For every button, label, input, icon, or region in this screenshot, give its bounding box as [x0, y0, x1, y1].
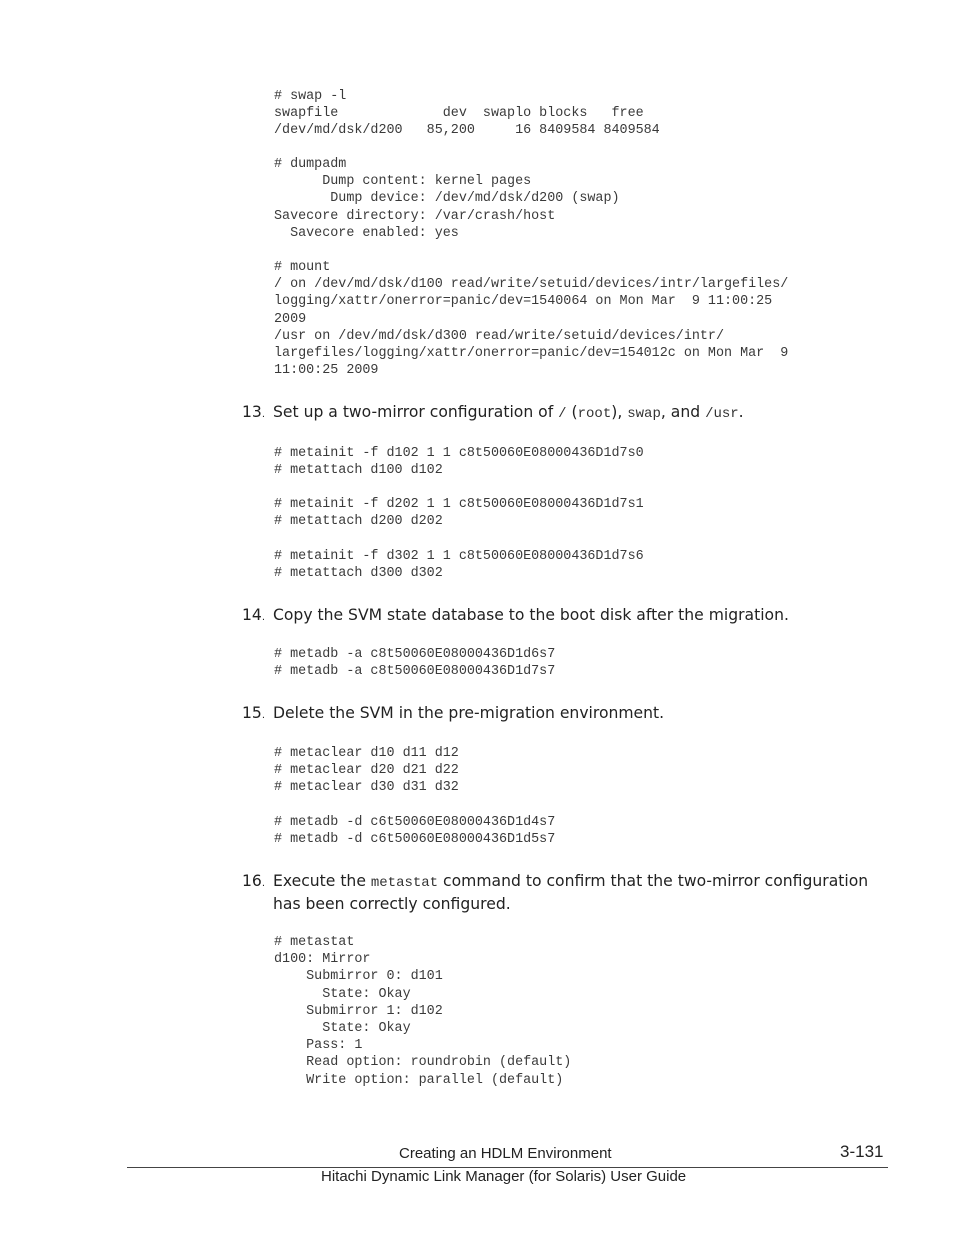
code-block-metaclear: # metaclear d10 d11 d12 # metaclear d20 d21 d22 # metaclear d30 d31 d32 [274, 746, 459, 796]
step-text: Delete the SVM in the pre-migration environment. [273, 704, 665, 722]
step-13 [242, 402, 892, 425]
code-block-metainit-usr: # metainit -f d302 1 1 c8t50060E08000436D1d7s6 # metattach d300 d302 [274, 549, 644, 582]
footer-guide-title: Hitachi Dynamic Link Manager (for Solaris) User Guide [321, 1168, 687, 1185]
footer-section-title: Creating an HDLM Environment [399, 1145, 612, 1162]
step-text: Execute the metastat command to confirm that the two-mirror configuration has been correctly configured. [273, 872, 869, 913]
code-block-metastat: # metastat d100: Mirror Submirror 0: d101 State: Okay Submirror 1: d102 State: Okay Pass: 1 Read option: roundrobin (default) Write option: parallel (default) [274, 935, 572, 1088]
code-block-dumpadm: # dumpadm Dump content: kernel pages Dump device: /dev/md/dsk/d200 (swap) Savecore directory: /var/crash/host Savecore enabled: yes [274, 157, 620, 241]
step-16 [242, 871, 892, 915]
step-15 [242, 703, 892, 724]
inline-code: metastat [370, 875, 439, 891]
step-number: 15. [242, 704, 266, 722]
code-block-metainit-swap: # metainit -f d202 1 1 c8t50060E08000436D1d7s1 # metattach d200 d202 [274, 497, 644, 530]
code-block-swap: # swap -l swapfile dev swaplo blocks free /dev/md/dsk/d200 85,200 16 8409584 8409584 [274, 89, 660, 139]
page-number: 3-131 [840, 1142, 884, 1161]
code-block-metainit-root: # metainit -f d102 1 1 c8t50060E08000436D1d7s0 # metattach d100 d102 [274, 446, 644, 479]
step-text: Copy the SVM state database to the boot disk after the migration. [273, 606, 789, 624]
step-14 [242, 605, 892, 626]
step-text: Set up a two-mirror configuration of / (root), swap, and /usr. [273, 403, 744, 422]
code-block-metadb-delete: # metadb -d c6t50060E08000436D1d4s7 # metadb -d c6t50060E08000436D1d5s7 [274, 815, 556, 848]
step-number: 13. [242, 403, 266, 421]
code-block-mount: # mount / on /dev/md/dsk/d100 read/write/setuid/devices/intr/largefiles/ logging/xattr/onerror=panic/dev=1540064 on Mon Mar 9 11:00:25 2009 /usr on /dev/md/dsk/d300 read/write/setuid/devices/intr/ largefiles/logging/xattr/onerror=panic/dev=154012c on Mon Mar 9 11:00:25 2009 [274, 260, 789, 379]
code-block-metadb-add: # metadb -a c8t50060E08000436D1d6s7 # metadb -a c8t50060E08000436D1d7s7 [274, 647, 556, 680]
step-number: 14. [242, 606, 266, 624]
inline-code: root [577, 406, 612, 422]
inline-code: /usr [705, 406, 739, 422]
inline-code: / [558, 406, 567, 422]
step-number: 16. [242, 872, 266, 890]
inline-code: swap [627, 406, 661, 422]
